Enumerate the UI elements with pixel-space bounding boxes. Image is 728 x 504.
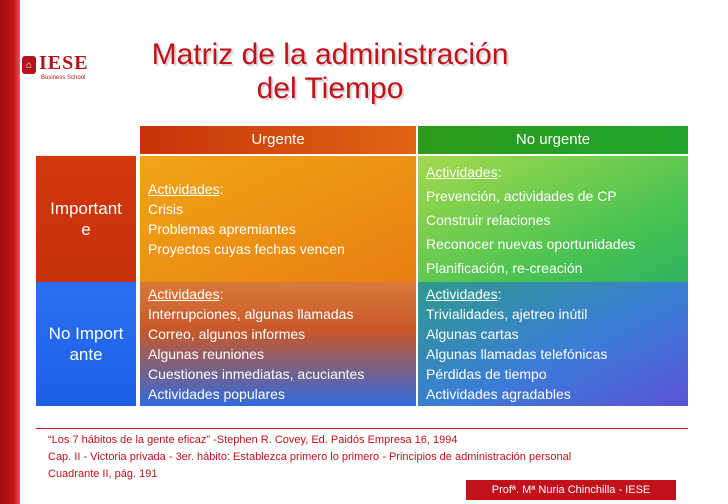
citation-line-1: “Los 7 hábitos de la gente eficaz” -Stephen R. Covey, Ed. Paidós Empresa 16, 1994 (48, 434, 458, 446)
list-item: Trivialidades, ajetreo inútil (426, 306, 588, 322)
citation-line-2: Cap. II - Victoria privada - 3er. hábito: Establezca primero lo primero - Principios de administración personal (48, 451, 572, 463)
row-label-important-text: Importante (50, 199, 122, 239)
list-item: Planificación, re-creación (426, 260, 583, 276)
list-item: Algunas llamadas telefónicas (426, 346, 608, 362)
quadrant-heading: Actividades: (426, 286, 502, 302)
quadrant-important-urgent (140, 156, 416, 282)
iese-logo-icon: ⌂ (22, 56, 36, 74)
source-citation (48, 432, 698, 483)
slide-title (120, 38, 540, 106)
list-item: Crisis (148, 201, 183, 217)
row-label-not-important (36, 282, 136, 406)
logo-name: IESE (39, 52, 89, 74)
iese-logo (22, 52, 102, 84)
list-item: Algunas cartas (426, 326, 519, 342)
column-header-not-urgent: No urgente (418, 126, 688, 154)
quadrant-heading: Actividades: (426, 164, 502, 180)
list-item: Actividades agradables (426, 386, 571, 402)
title-line-2: del Tiempo (256, 72, 404, 105)
list-item: Actividades populares (148, 386, 285, 402)
author-badge: Profª. Mª Nuria Chinchilla - IESE (466, 480, 676, 500)
citation-line-3: Cuadrante II, pág. 191 (48, 468, 158, 480)
list-item: Reconocer nuevas oportunidades (426, 236, 636, 252)
list-item: Pérdidas de tiempo (426, 366, 547, 382)
footer-divider (36, 428, 688, 429)
list-item: Algunas reuniones (148, 346, 264, 362)
quadrant-not-important-urgent (140, 282, 416, 406)
quadrant-heading: Actividades: (148, 181, 224, 197)
list-item: Problemas apremiantes (148, 221, 296, 237)
quadrant-not-important-not-urgent (418, 282, 688, 406)
list-item: Cuestiones inmediatas, acuciantes (148, 366, 365, 382)
quadrant-important-not-urgent (418, 156, 688, 282)
quadrant-heading: Actividades: (148, 286, 224, 302)
row-label-not-important-text: No Importante (48, 324, 124, 364)
logo-subtitle: Business School (41, 75, 86, 81)
list-item: Construir relaciones (426, 212, 551, 228)
list-item: Proyectos cuyas fechas vencen (148, 241, 345, 257)
list-item: Prevención, actividades de CP (426, 188, 617, 204)
title-line-1: Matriz de la administración (151, 38, 509, 71)
list-item: Correo, algunos informes (148, 326, 306, 342)
column-header-urgent: Urgente (140, 126, 416, 154)
left-accent-bar (0, 0, 20, 504)
row-label-important (36, 156, 136, 282)
list-item: Interrupciones, algunas llamadas (148, 306, 354, 322)
